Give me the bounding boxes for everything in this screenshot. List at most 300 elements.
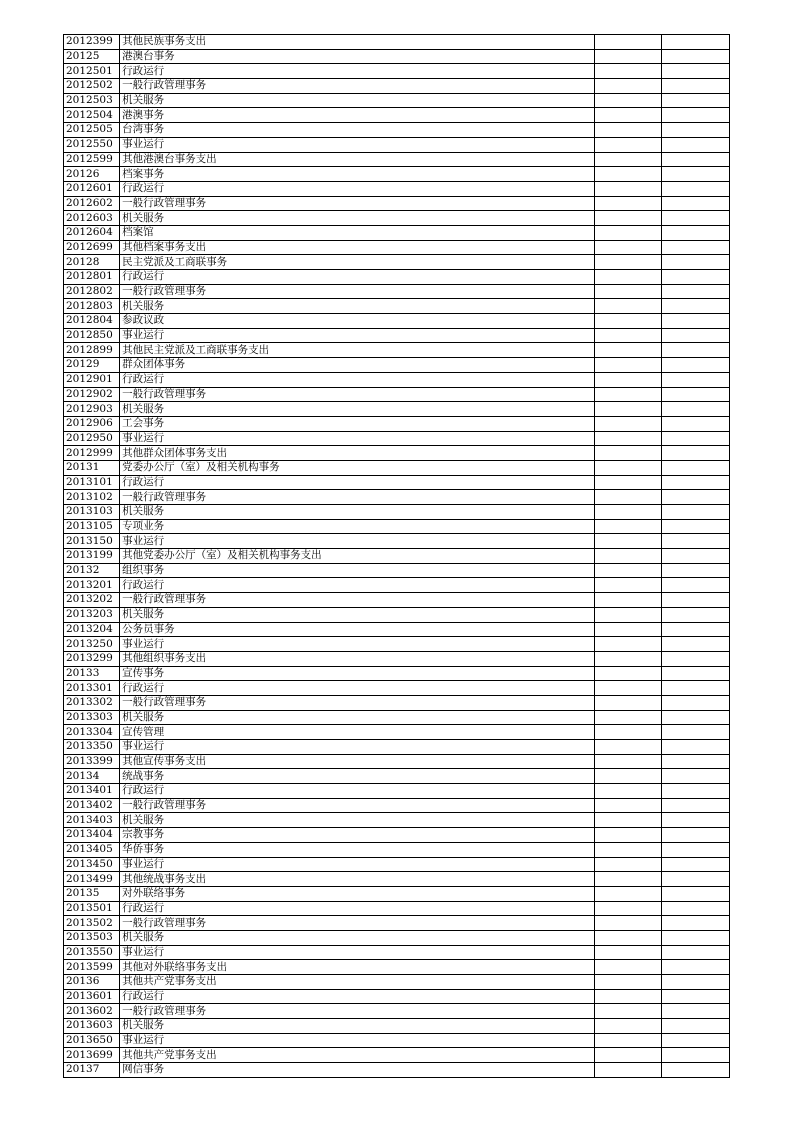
amount-cell: [594, 387, 661, 402]
amount-cell: [661, 328, 729, 343]
subject-name-cell: 行政运行: [120, 372, 595, 387]
amount-cell: [661, 490, 729, 505]
amount-cell: [594, 64, 661, 79]
table-row: [64, 872, 730, 887]
table-row: [64, 784, 730, 799]
subject-code-cell: 2012501: [64, 64, 120, 79]
subject-name-cell: 组织事务: [120, 563, 595, 578]
table-row: [64, 666, 730, 681]
subject-name-cell: 行政运行: [120, 901, 595, 916]
subject-code-cell: 2012504: [64, 108, 120, 123]
subject-name-cell: 宣传事务: [120, 666, 595, 681]
subject-code-cell: 2013201: [64, 578, 120, 593]
amount-cell: [594, 490, 661, 505]
amount-cell: [594, 872, 661, 887]
amount-cell: [594, 549, 661, 564]
subject-name-cell: 机关服务: [120, 505, 595, 520]
amount-cell: [661, 358, 729, 373]
amount-cell: [661, 563, 729, 578]
subject-code-cell: 2013105: [64, 519, 120, 534]
subject-code-cell: 2013499: [64, 872, 120, 887]
subject-name-cell: 工会事务: [120, 416, 595, 431]
amount-cell: [661, 475, 729, 490]
amount-cell: [594, 593, 661, 608]
subject-name-cell: 网信事务: [120, 1063, 595, 1078]
subject-code-cell: 2013103: [64, 505, 120, 520]
amount-cell: [594, 358, 661, 373]
subject-code-cell: 20133: [64, 666, 120, 681]
amount-cell: [594, 123, 661, 138]
amount-cell: [661, 593, 729, 608]
amount-cell: [661, 651, 729, 666]
amount-cell: [661, 857, 729, 872]
amount-cell: [661, 975, 729, 990]
amount-cell: [661, 314, 729, 329]
table-row: [64, 593, 730, 608]
subject-name-cell: 档案事务: [120, 167, 595, 182]
amount-cell: [594, 725, 661, 740]
table-row: [64, 1004, 730, 1019]
amount-cell: [661, 622, 729, 637]
amount-cell: [594, 1048, 661, 1063]
amount-cell: [594, 710, 661, 725]
amount-cell: [661, 211, 729, 226]
subject-code-cell: 2013403: [64, 813, 120, 828]
amount-cell: [594, 754, 661, 769]
subject-name-cell: 机关服务: [120, 930, 595, 945]
table-row: [64, 343, 730, 358]
subject-name-cell: 其他群众团体事务支出: [120, 446, 595, 461]
subject-name-cell: 其他港澳台事务支出: [120, 152, 595, 167]
subject-code-cell: 2013299: [64, 651, 120, 666]
amount-cell: [661, 769, 729, 784]
subject-code-cell: 2012550: [64, 137, 120, 152]
subject-code-cell: 2012950: [64, 431, 120, 446]
amount-cell: [661, 460, 729, 475]
amount-cell: [594, 857, 661, 872]
subject-name-cell: 行政运行: [120, 270, 595, 285]
amount-cell: [594, 886, 661, 901]
subject-code-cell: 20128: [64, 255, 120, 270]
subject-code-cell: 2013550: [64, 945, 120, 960]
table-row: [64, 475, 730, 490]
subject-code-cell: 2012503: [64, 93, 120, 108]
amount-cell: [594, 79, 661, 94]
amount-cell: [661, 167, 729, 182]
subject-code-cell: 2013402: [64, 798, 120, 813]
amount-cell: [594, 181, 661, 196]
table-row: [64, 49, 730, 64]
table-row: [64, 637, 730, 652]
subject-name-cell: 机关服务: [120, 1019, 595, 1034]
amount-cell: [661, 35, 729, 50]
table-row: [64, 740, 730, 755]
subject-name-cell: 其他共产党事务支出: [120, 1048, 595, 1063]
table-row: [64, 108, 730, 123]
amount-cell: [594, 607, 661, 622]
amount-cell: [594, 989, 661, 1004]
amount-cell: [594, 1063, 661, 1078]
amount-cell: [661, 519, 729, 534]
amount-cell: [594, 975, 661, 990]
amount-cell: [594, 505, 661, 520]
table-row: [64, 196, 730, 211]
table-row: [64, 211, 730, 226]
amount-cell: [594, 284, 661, 299]
amount-cell: [661, 813, 729, 828]
amount-cell: [661, 402, 729, 417]
amount-cell: [594, 960, 661, 975]
subject-name-cell: 机关服务: [120, 93, 595, 108]
subject-code-cell: 2013501: [64, 901, 120, 916]
subject-name-cell: 行政运行: [120, 578, 595, 593]
subject-name-cell: 档案馆: [120, 225, 595, 240]
subject-name-cell: 参政议政: [120, 314, 595, 329]
subject-code-cell: 2013450: [64, 857, 120, 872]
subject-code-cell: 2013599: [64, 960, 120, 975]
table-row: [64, 563, 730, 578]
subject-code-cell: 2013650: [64, 1033, 120, 1048]
subject-name-cell: 机关服务: [120, 607, 595, 622]
table-row: [64, 167, 730, 182]
table-row: [64, 989, 730, 1004]
subject-code-cell: 2013401: [64, 784, 120, 799]
subject-name-cell: 一般行政管理事务: [120, 593, 595, 608]
amount-cell: [594, 1033, 661, 1048]
amount-cell: [661, 255, 729, 270]
subject-name-cell: 港澳台事务: [120, 49, 595, 64]
amount-cell: [594, 916, 661, 931]
amount-cell: [594, 416, 661, 431]
amount-cell: [594, 196, 661, 211]
amount-cell: [661, 240, 729, 255]
subject-code-cell: 2012850: [64, 328, 120, 343]
table-row: [64, 64, 730, 79]
amount-cell: [594, 225, 661, 240]
subject-code-cell: 2013699: [64, 1048, 120, 1063]
subject-code-cell: 20137: [64, 1063, 120, 1078]
table-row: [64, 328, 730, 343]
amount-cell: [594, 93, 661, 108]
table-row: [64, 240, 730, 255]
subject-code-cell: 2013399: [64, 754, 120, 769]
subject-code-cell: 2013303: [64, 710, 120, 725]
subject-code-cell: 20132: [64, 563, 120, 578]
subject-name-cell: 民主党派及工商联事务: [120, 255, 595, 270]
table-row: [64, 137, 730, 152]
subject-code-cell: 2012906: [64, 416, 120, 431]
subject-code-cell: 2013601: [64, 989, 120, 1004]
subject-name-cell: 专项业务: [120, 519, 595, 534]
table-row: [64, 578, 730, 593]
amount-cell: [594, 828, 661, 843]
subject-code-cell: 2013350: [64, 740, 120, 755]
subject-name-cell: 行政运行: [120, 181, 595, 196]
subject-name-cell: 宗教事务: [120, 828, 595, 843]
amount-cell: [661, 828, 729, 843]
subject-name-cell: 一般行政管理事务: [120, 79, 595, 94]
subject-code-cell: 20136: [64, 975, 120, 990]
amount-cell: [594, 945, 661, 960]
subject-name-cell: 华侨事务: [120, 842, 595, 857]
amount-cell: [661, 842, 729, 857]
amount-cell: [594, 637, 661, 652]
table-row: [64, 607, 730, 622]
amount-cell: [594, 152, 661, 167]
subject-code-cell: 2012801: [64, 270, 120, 285]
subject-name-cell: 事业运行: [120, 328, 595, 343]
amount-cell: [661, 916, 729, 931]
amount-cell: [661, 549, 729, 564]
amount-cell: [661, 343, 729, 358]
table-row: [64, 358, 730, 373]
table-row: [64, 152, 730, 167]
subject-code-cell: 2013304: [64, 725, 120, 740]
subject-code-cell: 2012699: [64, 240, 120, 255]
amount-cell: [661, 108, 729, 123]
subject-code-cell: 2012999: [64, 446, 120, 461]
table-row: [64, 534, 730, 549]
amount-cell: [594, 446, 661, 461]
subject-code-cell: 2012901: [64, 372, 120, 387]
table-row: [64, 314, 730, 329]
amount-cell: [594, 784, 661, 799]
subject-name-cell: 其他档案事务支出: [120, 240, 595, 255]
subject-name-cell: 事业运行: [120, 857, 595, 872]
table-row: [64, 519, 730, 534]
subject-code-cell: 2012802: [64, 284, 120, 299]
table-row: [64, 416, 730, 431]
amount-cell: [661, 431, 729, 446]
amount-cell: [594, 798, 661, 813]
amount-cell: [661, 196, 729, 211]
subject-name-cell: 其他民族事务支出: [120, 35, 595, 50]
subject-code-cell: 2012602: [64, 196, 120, 211]
amount-cell: [594, 578, 661, 593]
amount-cell: [594, 314, 661, 329]
subject-name-cell: 事业运行: [120, 431, 595, 446]
subject-name-cell: 其他组织事务支出: [120, 651, 595, 666]
amount-cell: [661, 137, 729, 152]
amount-cell: [661, 886, 729, 901]
amount-cell: [594, 695, 661, 710]
table-row: [64, 79, 730, 94]
subject-name-cell: 一般行政管理事务: [120, 490, 595, 505]
amount-cell: [594, 622, 661, 637]
subject-name-cell: 一般行政管理事务: [120, 284, 595, 299]
table-row: [64, 842, 730, 857]
amount-cell: [661, 64, 729, 79]
subject-name-cell: 一般行政管理事务: [120, 798, 595, 813]
amount-cell: [661, 1033, 729, 1048]
table-row: [64, 710, 730, 725]
amount-cell: [594, 769, 661, 784]
table-row: [64, 1048, 730, 1063]
subject-code-cell: 2013199: [64, 549, 120, 564]
amount-cell: [661, 505, 729, 520]
subject-name-cell: 港澳事务: [120, 108, 595, 123]
subject-name-cell: 事业运行: [120, 1033, 595, 1048]
amount-cell: [661, 1048, 729, 1063]
subject-name-cell: 其他统战事务支出: [120, 872, 595, 887]
amount-cell: [594, 651, 661, 666]
amount-cell: [661, 989, 729, 1004]
subject-name-cell: 公务员事务: [120, 622, 595, 637]
table-row: [64, 372, 730, 387]
amount-cell: [661, 740, 729, 755]
amount-cell: [594, 402, 661, 417]
subject-code-cell: 2012505: [64, 123, 120, 138]
amount-cell: [661, 578, 729, 593]
subject-code-cell: 2013405: [64, 842, 120, 857]
table-row: [64, 1063, 730, 1078]
amount-cell: [594, 681, 661, 696]
subject-code-cell: 20135: [64, 886, 120, 901]
table-row: [64, 93, 730, 108]
table-row: [64, 549, 730, 564]
subject-code-cell: 2012804: [64, 314, 120, 329]
subject-code-cell: 2012902: [64, 387, 120, 402]
subject-code-cell: 2013602: [64, 1004, 120, 1019]
subject-name-cell: 其他对外联络事务支出: [120, 960, 595, 975]
table-row: [64, 769, 730, 784]
amount-cell: [594, 108, 661, 123]
amount-cell: [661, 93, 729, 108]
amount-cell: [594, 901, 661, 916]
subject-name-cell: 一般行政管理事务: [120, 916, 595, 931]
amount-cell: [594, 255, 661, 270]
subject-name-cell: 党委办公厅（室）及相关机构事务: [120, 460, 595, 475]
subject-name-cell: 一般行政管理事务: [120, 695, 595, 710]
amount-cell: [661, 181, 729, 196]
subject-code-cell: 20126: [64, 167, 120, 182]
subject-code-cell: 2013102: [64, 490, 120, 505]
subject-name-cell: 机关服务: [120, 402, 595, 417]
table-row: [64, 901, 730, 916]
amount-cell: [661, 930, 729, 945]
subject-code-cell: 2012903: [64, 402, 120, 417]
subject-code-cell: 2012604: [64, 225, 120, 240]
amount-cell: [661, 79, 729, 94]
amount-cell: [661, 754, 729, 769]
subject-name-cell: 群众团体事务: [120, 358, 595, 373]
subject-name-cell: 事业运行: [120, 637, 595, 652]
amount-cell: [594, 35, 661, 50]
amount-cell: [661, 607, 729, 622]
subject-code-cell: 2013101: [64, 475, 120, 490]
table-row: [64, 828, 730, 843]
table-row: [64, 123, 730, 138]
table-row: [64, 431, 730, 446]
table-row: [64, 798, 730, 813]
amount-cell: [661, 666, 729, 681]
budget-table: [63, 34, 730, 1078]
subject-name-cell: 行政运行: [120, 64, 595, 79]
table-row: [64, 1019, 730, 1034]
table-row: [64, 651, 730, 666]
amount-cell: [661, 446, 729, 461]
subject-name-cell: 宣传管理: [120, 725, 595, 740]
amount-cell: [661, 1063, 729, 1078]
subject-name-cell: 事业运行: [120, 740, 595, 755]
amount-cell: [661, 225, 729, 240]
subject-code-cell: 2013404: [64, 828, 120, 843]
amount-cell: [661, 784, 729, 799]
table-row: [64, 681, 730, 696]
amount-cell: [594, 813, 661, 828]
subject-name-cell: 事业运行: [120, 945, 595, 960]
amount-cell: [594, 211, 661, 226]
table-row: [64, 1033, 730, 1048]
table-row: [64, 460, 730, 475]
amount-cell: [661, 710, 729, 725]
table-row: [64, 446, 730, 461]
subject-code-cell: 2012899: [64, 343, 120, 358]
table-row: [64, 916, 730, 931]
amount-cell: [594, 666, 661, 681]
amount-cell: [594, 49, 661, 64]
table-row: [64, 725, 730, 740]
table-row: [64, 181, 730, 196]
subject-code-cell: 2013203: [64, 607, 120, 622]
amount-cell: [594, 431, 661, 446]
amount-cell: [594, 1019, 661, 1034]
subject-code-cell: 20125: [64, 49, 120, 64]
amount-cell: [594, 299, 661, 314]
subject-name-cell: 一般行政管理事务: [120, 387, 595, 402]
table-row: [64, 622, 730, 637]
subject-name-cell: 对外联络事务: [120, 886, 595, 901]
subject-name-cell: 事业运行: [120, 534, 595, 549]
table-row: [64, 813, 730, 828]
amount-cell: [661, 416, 729, 431]
table-row: [64, 505, 730, 520]
subject-name-cell: 行政运行: [120, 989, 595, 1004]
amount-cell: [661, 387, 729, 402]
table-row: [64, 255, 730, 270]
amount-cell: [661, 637, 729, 652]
subject-name-cell: 行政运行: [120, 784, 595, 799]
subject-code-cell: 2013301: [64, 681, 120, 696]
subject-code-cell: 20129: [64, 358, 120, 373]
amount-cell: [661, 534, 729, 549]
subject-code-cell: 2012399: [64, 35, 120, 50]
table-row: [64, 35, 730, 50]
subject-code-cell: 2012601: [64, 181, 120, 196]
subject-code-cell: 20134: [64, 769, 120, 784]
subject-code-cell: 2013503: [64, 930, 120, 945]
table-row: [64, 930, 730, 945]
amount-cell: [661, 960, 729, 975]
subject-code-cell: 20131: [64, 460, 120, 475]
table-row: [64, 299, 730, 314]
amount-cell: [661, 945, 729, 960]
amount-cell: [661, 798, 729, 813]
amount-cell: [661, 901, 729, 916]
table-row: [64, 402, 730, 417]
table-row: [64, 490, 730, 505]
subject-name-cell: 统战事务: [120, 769, 595, 784]
subject-name-cell: 行政运行: [120, 681, 595, 696]
subject-name-cell: 其他党委办公厅（室）及相关机构事务支出: [120, 549, 595, 564]
amount-cell: [661, 284, 729, 299]
amount-cell: [594, 475, 661, 490]
subject-name-cell: 行政运行: [120, 475, 595, 490]
subject-name-cell: 台湾事务: [120, 123, 595, 138]
amount-cell: [594, 842, 661, 857]
table-row: [64, 886, 730, 901]
amount-cell: [661, 123, 729, 138]
